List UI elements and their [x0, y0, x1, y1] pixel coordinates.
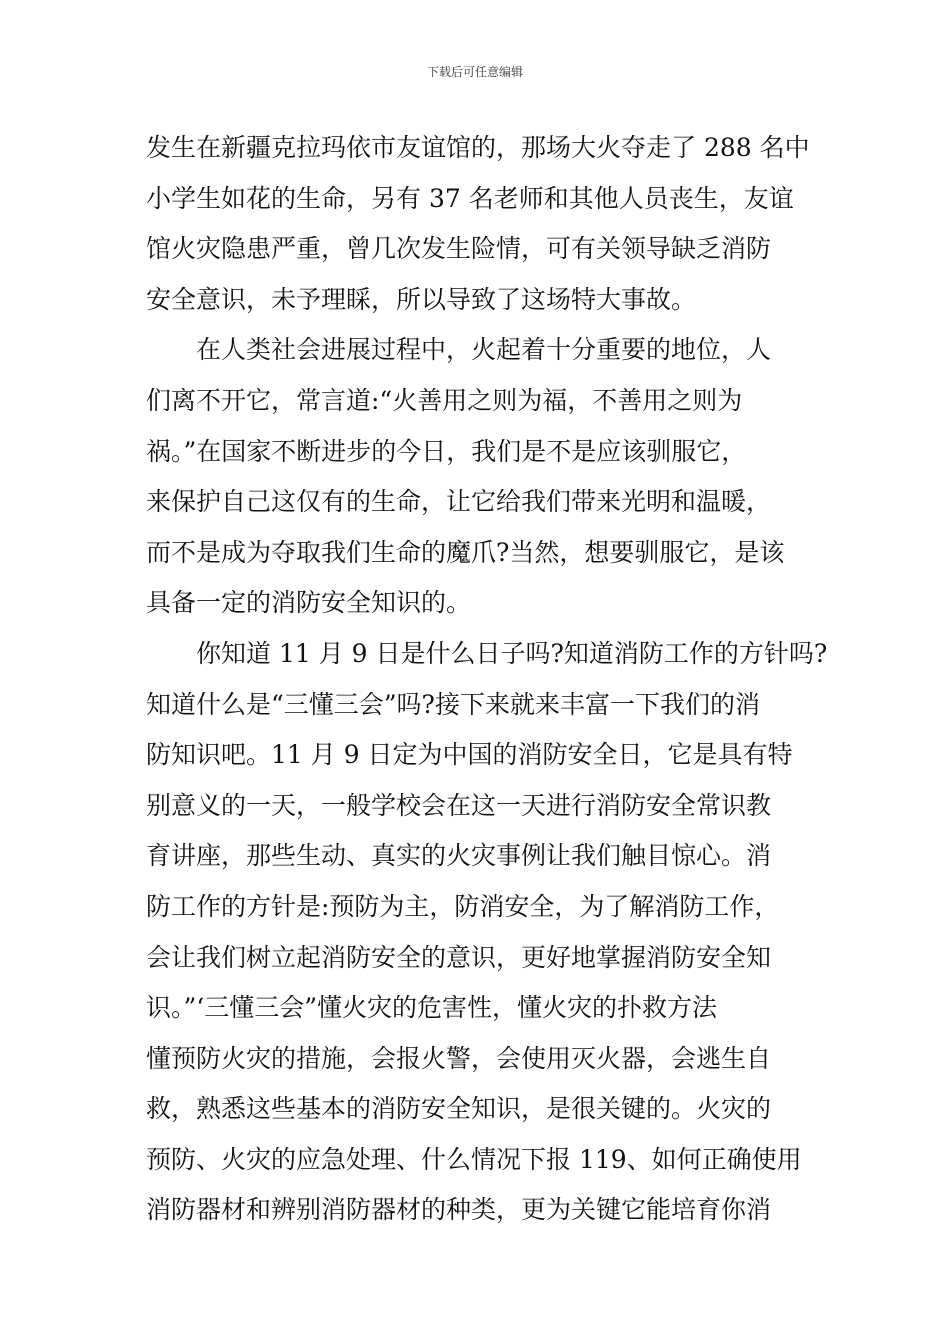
- text-line: 祸。”在国家不断进步的今日，我们是不是应该驯服它，: [146, 436, 747, 466]
- text-line: 你知道 11 月 9 日是什么日子吗?知道消防工作的方针吗?: [196, 638, 828, 668]
- text-line: 识。”‘三懂三会”懂火灾的危害性，懂火灾的扑救方法: [146, 993, 718, 1023]
- text-line: 具备一定的消防安全知识的。: [146, 588, 472, 618]
- text-line: 懂预防火灾的措施，会报火警，会使用灭火器，会逃生自: [146, 1043, 772, 1073]
- text-line: 消防器材和辨别消防器材的种类，更为关键它能培育你消: [146, 1195, 772, 1225]
- text-line: 防知识吧。11 月 9 日定为中国的消防安全日，它是具有特: [146, 740, 793, 770]
- text-line: 育讲座，那些生动、真实的火灾事例让我们触目惊心。消: [146, 841, 772, 871]
- paragraph-3: [146, 634, 828, 1241]
- text-line: 小学生如花的生命，另有 37 名老师和其他人员丧生，友谊: [146, 183, 794, 213]
- text-line: 发生在新疆克拉玛依市友谊馆的，那场大火夺走了 288 名中: [146, 133, 810, 162]
- text-line: 馆火灾隐患严重，曾几次发生险情，可有关领导缺乏消防: [146, 234, 772, 264]
- text-line: 知道什么是“三懂三会”吗?接下来就来丰富一下我们的消: [146, 689, 760, 719]
- text-line: 救，熟悉这些基本的消防安全知识，是很关键的。火灾的: [146, 1094, 772, 1124]
- text-line: 而不是成为夺取我们生命的魔爪?当然，想要驯服它，是该: [146, 537, 785, 567]
- text-line: 们离不开它，常言道:“火善用之则为福，不善用之则为: [146, 385, 743, 415]
- text-line: 来保护自己这仅有的生命，让它给我们带来光明和温暖，: [146, 487, 772, 517]
- page-header: 下载后可任意编辑: [426, 65, 523, 79]
- text-line: 防工作的方针是:预防为主，防消安全，为了解消防工作，: [146, 891, 780, 921]
- text-line: 预防、火灾的应急处理、什么情况下报 119、如何正确使用: [146, 1144, 802, 1174]
- text-line: 安全意识，未予理睬，所以导致了这场特大事故。: [146, 284, 697, 314]
- paragraph-2: [146, 330, 816, 634]
- paragraph-1: [146, 128, 816, 330]
- document-body: [146, 128, 828, 1241]
- text-line: 会让我们树立起消防安全的意识，更好地掌握消防安全知: [146, 942, 772, 972]
- text-line: 别意义的一天，一般学校会在这一天进行消防安全常识教: [146, 790, 772, 820]
- text-line: 在人类社会进展过程中，火起着十分重要的地位，人: [196, 335, 772, 365]
